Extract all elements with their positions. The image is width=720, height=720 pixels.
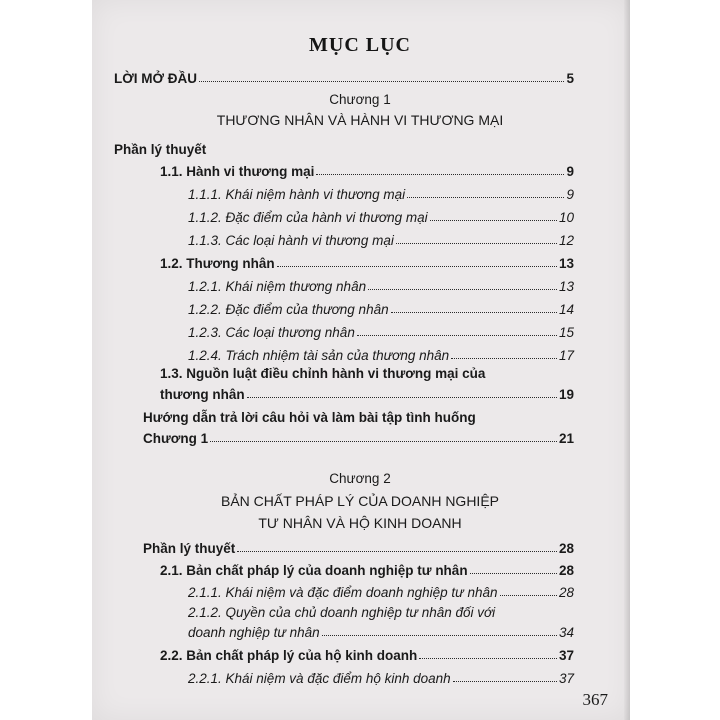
toc-leader [391,311,557,313]
toc-entry-2-1-1 [188,578,574,600]
toc-page: 14 [558,302,574,317]
toc-leader [470,572,557,574]
toc-entry-1-2-2 [188,295,574,317]
toc-label: 1.1. Hành vi thương mại [160,164,315,179]
toc-leader [247,396,557,398]
toc-page: 28 [558,563,574,578]
chapter-2-heading-line2: TƯ NHÂN VÀ HỘ KINH DOANH [258,515,462,531]
toc-label: 2.1.1. Khái niệm và đặc điểm doanh nghiệp tư nhân [188,585,498,600]
chapter-1-label: Chương 1 [329,92,391,107]
toc-entry-2-1 [160,556,574,578]
toc-entry-1-1 [160,157,574,179]
toc-entry-2-1-2-line1: 2.1.2. Quyền của chủ doanh nghiệp tư nhân đối với [188,605,496,620]
toc-entry-1-2-4 [188,341,574,363]
toc-entry-1-2 [160,249,574,271]
toc-label: 1.2. Thương nhân [160,256,275,271]
toc-label: doanh nghiệp tư nhân [188,625,320,640]
toc-entry-2-2 [160,641,574,663]
toc-page: 12 [558,233,574,248]
toc-label: 1.2.4. Trách nhiệm tài sản của thương nhân [188,348,450,363]
toc-label: 1.1.1. Khái niệm hành vi thương mại [188,187,406,202]
toc-label: LỜI MỞ ĐẦU [114,71,198,86]
toc-label: 2.2.1. Khái niệm và đặc điểm hộ kinh doanh [188,671,451,686]
toc-leader [368,288,557,290]
toc-page: 19 [558,387,574,402]
toc-leader [396,242,557,244]
toc-leader [419,657,557,659]
toc-page: 21 [558,431,574,446]
toc-label: Chương 1 [143,431,209,446]
toc-entry-1-1-3 [188,226,574,248]
toc-page: 9 [566,164,574,179]
toc-page: 37 [558,671,574,686]
toc-label: Phần lý thuyết [143,541,236,556]
toc-entry-1-1-2 [188,203,574,225]
toc-entry-theory-1 [114,135,574,157]
toc-label: 1.2.1. Khái niệm thương nhân [188,279,367,294]
chapter-2-heading-line1: BẢN CHẤT PHÁP LÝ CỦA DOANH NGHIỆP [221,493,499,509]
page-number: 367 [582,690,608,709]
toc-label: 1.2.2. Đặc điểm của thương nhân [188,302,389,317]
toc-leader [430,219,557,221]
toc-entry-1-3 [160,380,574,402]
toc-page: 37 [558,648,574,663]
toc-leader [316,173,564,175]
toc-leader [277,265,557,267]
chapter-1-heading: THƯƠNG NHÂN VÀ HÀNH VI THƯƠNG MẠI [216,112,504,128]
toc-entry-theory-2 [143,534,574,556]
toc-entry-1-3-line1: 1.3. Nguồn luật điều chỉnh hành vi thương mại của [160,366,486,381]
toc-label: 1.2.3. Các loại thương nhân [188,325,355,340]
toc-label: 2.1. Bản chất pháp lý của doanh nghiệp tư nhân [160,563,468,578]
toc-leader [322,634,557,636]
toc-entry-2-1-2 [188,618,574,640]
toc-label: 2.2. Bản chất pháp lý của hộ kinh doanh [160,648,418,663]
toc-leader [199,80,564,82]
toc-page: 28 [558,585,574,600]
toc-leader [357,334,557,336]
toc-page: 28 [558,541,574,556]
toc-page: 17 [558,348,574,363]
toc-page: 34 [558,625,574,640]
toc-entry-1-1-1 [188,180,574,202]
toc-label: thương nhân [160,387,245,402]
toc-page: 9 [566,187,574,202]
toc-leader [237,550,557,552]
toc-label: 1.1.3. Các loại hành vi thương mại [188,233,394,248]
toc-entry-guide-1 [143,424,574,446]
toc-leader [500,594,557,596]
page-title: MỤC LỤC [309,34,411,56]
toc-entry-1-2-3 [188,318,574,340]
toc-page: 13 [558,256,574,271]
chapter-2-label: Chương 2 [329,471,391,486]
page-edge-shadow [624,0,630,720]
toc-page: 5 [566,71,574,86]
toc-entry-guide-1-line1: Hướng dẫn trả lời câu hỏi và làm bài tập tình huống [143,410,476,425]
toc-label: Phần lý thuyết [114,142,207,157]
toc-page: 15 [558,325,574,340]
toc-leader [407,196,564,198]
toc-entry-2-2-1 [188,664,574,686]
toc-leader [453,680,557,682]
toc-entry-preface [114,64,574,86]
toc-page: 10 [558,210,574,225]
toc-page: 13 [558,279,574,294]
toc-entry-1-2-1 [188,272,574,294]
toc-label: 1.1.2. Đặc điểm của hành vi thương mại [188,210,428,225]
toc-leader [210,440,557,442]
toc-leader [451,357,557,359]
